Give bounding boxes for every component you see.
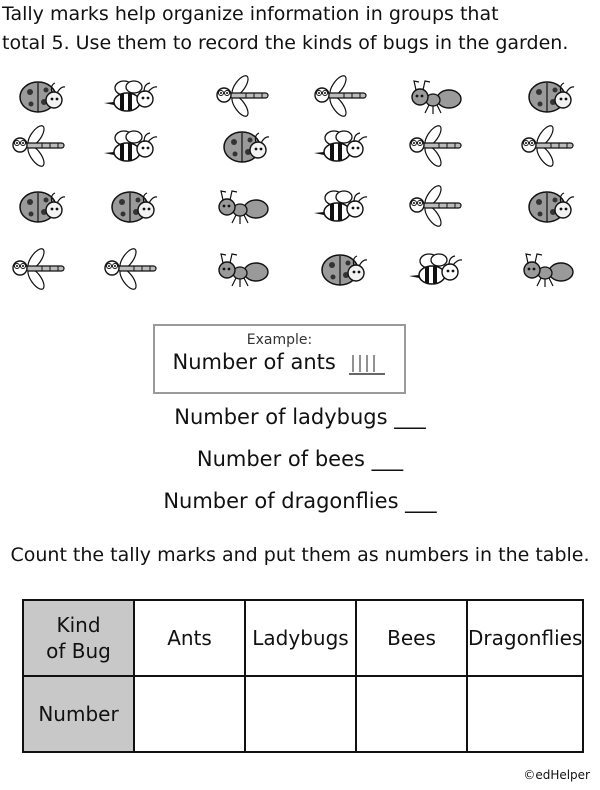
count-ladybugs: Number of ladybugs ___	[174, 405, 426, 429]
tally-marks-icon	[347, 350, 387, 376]
ladybug-icon	[212, 122, 274, 168]
dragonfly-icon	[8, 122, 70, 168]
dragonfly-icon	[8, 245, 70, 291]
example-box	[153, 324, 406, 394]
ant-icon	[517, 245, 579, 291]
instructions-intro	[2, 0, 598, 58]
bee-icon	[310, 122, 372, 168]
ladybug-icon	[100, 182, 162, 228]
ladybug-icon	[8, 72, 70, 118]
column-ants: Ants	[134, 600, 245, 676]
number-row-label: Number	[23, 676, 134, 752]
bee-icon	[100, 72, 162, 118]
table-header-row	[23, 600, 583, 676]
bee-icon	[310, 182, 372, 228]
column-bees: Bees	[356, 600, 467, 676]
intro-line-2: total 5. Use them to record the kinds of bugs in the garden.	[2, 32, 569, 54]
table-answer-row	[23, 676, 583, 752]
bee-icon	[100, 122, 162, 168]
bug-count-table	[22, 599, 584, 753]
column-ladybugs: Ladybugs	[245, 600, 356, 676]
answer-ants[interactable]	[134, 676, 245, 752]
ladybug-icon	[8, 182, 70, 228]
table-instruction: Count the tally marks and put them as numbers in the table.	[10, 544, 590, 566]
answer-dragonflies[interactable]	[467, 676, 583, 752]
answer-bees[interactable]	[356, 676, 467, 752]
dragonfly-icon	[310, 72, 372, 118]
intro-line-1: Tally marks help organize information in groups that	[2, 3, 499, 25]
ladybug-icon	[517, 182, 579, 228]
ant-icon	[212, 182, 274, 228]
dragonfly-icon	[100, 245, 162, 291]
copyright-notice: ©edHelper	[523, 768, 590, 782]
ant-icon	[212, 245, 274, 291]
column-dragonflies: Dragonflies	[467, 600, 583, 676]
dragonfly-icon	[517, 122, 579, 168]
kind-of-bug-header: Kind of Bug	[23, 600, 134, 676]
ant-icon	[405, 72, 467, 118]
count-dragonflies: Number of dragonflies ___	[163, 489, 437, 513]
dragonfly-icon	[405, 182, 467, 228]
dragonfly-icon	[405, 122, 467, 168]
count-bees: Number of bees ___	[196, 447, 404, 471]
ladybug-icon	[517, 72, 579, 118]
ladybug-icon	[310, 245, 372, 291]
dragonfly-icon	[212, 72, 274, 118]
bee-icon	[405, 245, 467, 291]
example-title: Example:	[246, 332, 313, 348]
example-label: Number of ants	[172, 350, 336, 374]
answer-ladybugs[interactable]	[245, 676, 356, 752]
